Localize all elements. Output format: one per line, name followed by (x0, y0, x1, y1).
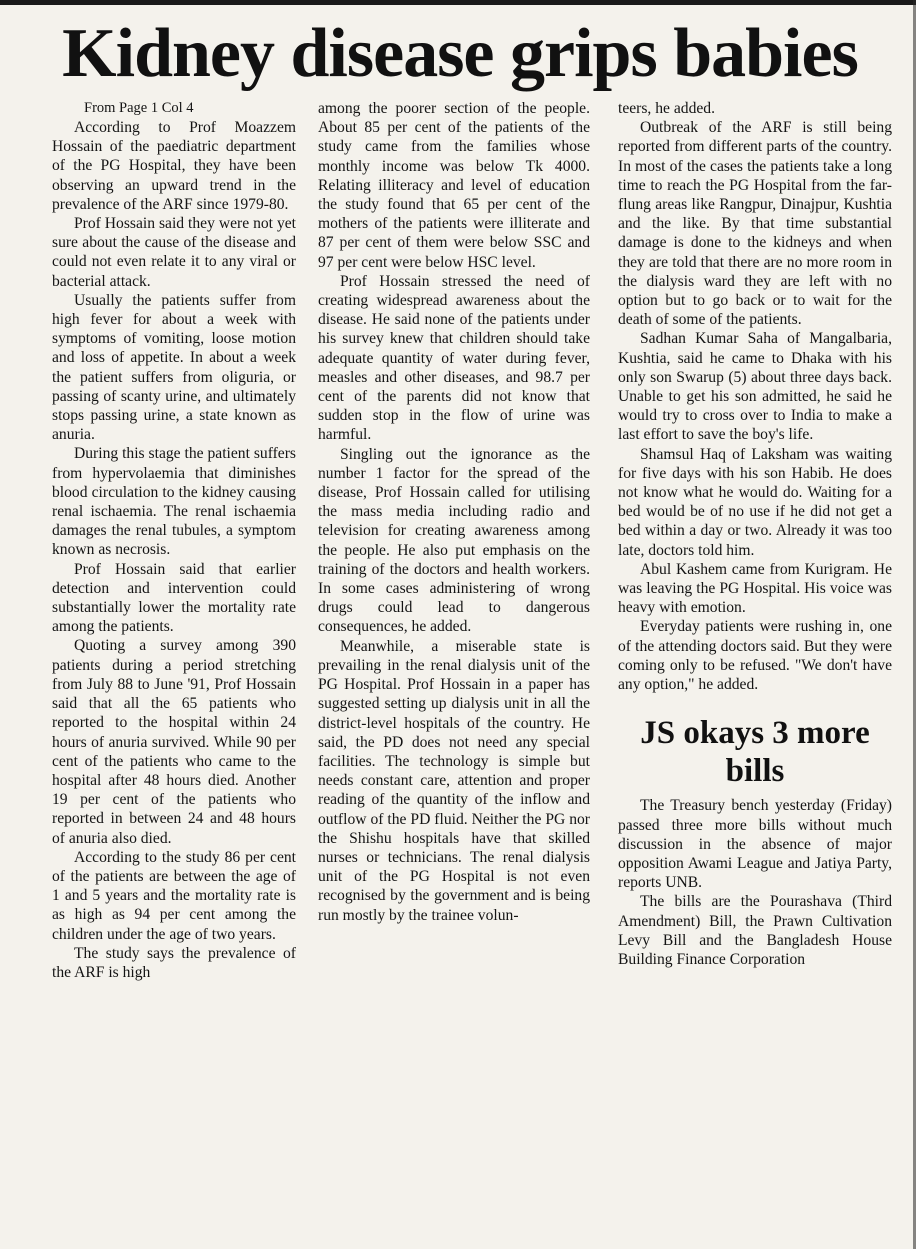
sidebar-paragraph: The Treasury bench yesterday (Friday) passed three more bills without much discussion in the absence of major opposition Awami League and Jatiya Party, reports UNB. (618, 797, 892, 892)
column-1 (52, 99, 296, 1249)
sidebar-paragraph: The bills are the Pourashava (Third Amendment) Bill, the Prawn Cultivation Levy Bill and the Bangladesh House Building Finance Corporation (618, 893, 892, 968)
paragraph: During this stage the patient suffers from hypervolaemia that diminishes blood circulation to the kidney causing renal ischaemia. The renal ischaemia damages the renal tubules, a symptom known as necrosis. (52, 445, 296, 559)
headline: Kidney disease grips babies (62, 15, 858, 92)
paragraph: among the poorer section of the people. About 85 per cent of the patients of the study came from the families whose monthly income was below Tk 4000. Relating illiteracy and level of education the study found that 65 per cent of the mothers of the patients were illiterate and 87 per cent of them were below SSC and 97 per cent were below HSC level. (318, 100, 590, 271)
jump-line: From Page 1 Col 4 (84, 100, 194, 116)
paragraph: Quoting a survey among 390 patients during a period stretching from July 88 to June '91, Prof Hossain said that all the 65 patients who reported to the hospital within 24 hours of anuria survived. While 90 per cent of the patients who came to the hospital after 48 hours died. Another 19 per cent of the patients who reported in between 24 and 48 hours of anuria also died. (52, 637, 296, 847)
paragraph: Shamsul Haq of Laksham was waiting for five days with his son Habib. He does not know what he would do. Waiting for a bed would be of no use if he did not get a bed within a day or two. Already it was too late, doctors told him. (618, 445, 892, 559)
column-3 (618, 99, 892, 1249)
paragraph: Outbreak of the ARF is still being reported from different parts of the country. In most of the cases the patients take a long time to reach the PG Hospital from the far-flung areas like Rangpur, Dinajpur, Kushtia and the like. By that time substantial damage is done to the kidneys and when they are told that there are no more room in the dialysis ward they are left with no option but to go back or to wait for the death of some of the patients. (618, 119, 892, 329)
sidebar-headline: JS okays 3 more bills (640, 715, 870, 790)
paragraph: The study says the prevalence of the ARF is high (52, 944, 296, 981)
paragraph: Singling out the ignorance as the number 1 factor for the spread of the disease, Prof Hossain called for utilising the mass media including radio and television for creating awareness among the people. He also put emphasis on the training of the doctors and health workers. In some cases administering of wrong drugs could lead to dangerous consequences, he added. (318, 445, 590, 636)
paragraph: teers, he added. (618, 100, 715, 117)
paragraph: According to Prof Moazzem Hossain of the paediatric department of the PG Hospital, they have been observing an upward trend in the prevalence of the ARF since 1979-80. (52, 119, 296, 213)
paragraph: According to the study 86 per cent of the patients are between the age of 1 and 5 years and the mortality rate is as high as 94 per cent among the children under the age of two years. (52, 848, 296, 943)
paragraph: Abul Kashem came from Kurigram. He was leaving the PG Hospital. His voice was heavy with emotion. (618, 560, 892, 617)
paragraph: Sadhan Kumar Saha of Mangalbaria, Kushtia, said he came to Dhaka with his only son Swarup (5) about three days back. Unable to get his son admitted, he said he would try to cross over to India to make a last effort to save the boy's life. (618, 330, 892, 444)
paragraph: Prof Hossain stressed the need of creating widespread awareness about the disease. He said none of the patients under his survey knew that children should take adequate quantity of water during fever, measles and other diseases, and 98.7 per cent of the parents did not know that sudden stop in the flow of urine was harmful. (318, 272, 590, 444)
paragraph: Prof Hossain said they were not yet sure about the cause of the disease and could not even relate it to any viral or bacterial attack. (52, 215, 296, 290)
top-rule (0, 0, 916, 5)
paragraph: Prof Hossain said that earlier detection and intervention could substantially lower the mortality rate among the patients. (52, 560, 296, 636)
paragraph: Everyday patients were rushing in, one of the attending doctors said. But they were coming only to be refused. "We don't have any option," he added. (618, 618, 892, 694)
paragraph: Meanwhile, a miserable state is prevailing in the renal dialysis unit of the PG Hospital. Prof Hossain in a paper has suggested setting up dialysis unit in all the district-level hospitals of the country. He said, the PD does not need any special facilities. The technology is simple but needs constant care, attention and proper reading of the quantity of the inflow and outflow of the PD fluid. Neither the PG nor the Shishu hospitals have that skilled nurses or technicians. The renal dialysis unit of the PG Hospital is not even recognised by the government and is being run mostly by the trainee volun- (318, 637, 590, 924)
paragraph: Usually the patients suffer from high fever for about a week with symptoms of vomiting, loose motion and loss of appetite. In about a week the patient suffers from oliguria, or passing of scanty urine, and ultimately stops passing urine, a state known as anuria. (52, 291, 296, 444)
column-2 (318, 99, 590, 1249)
